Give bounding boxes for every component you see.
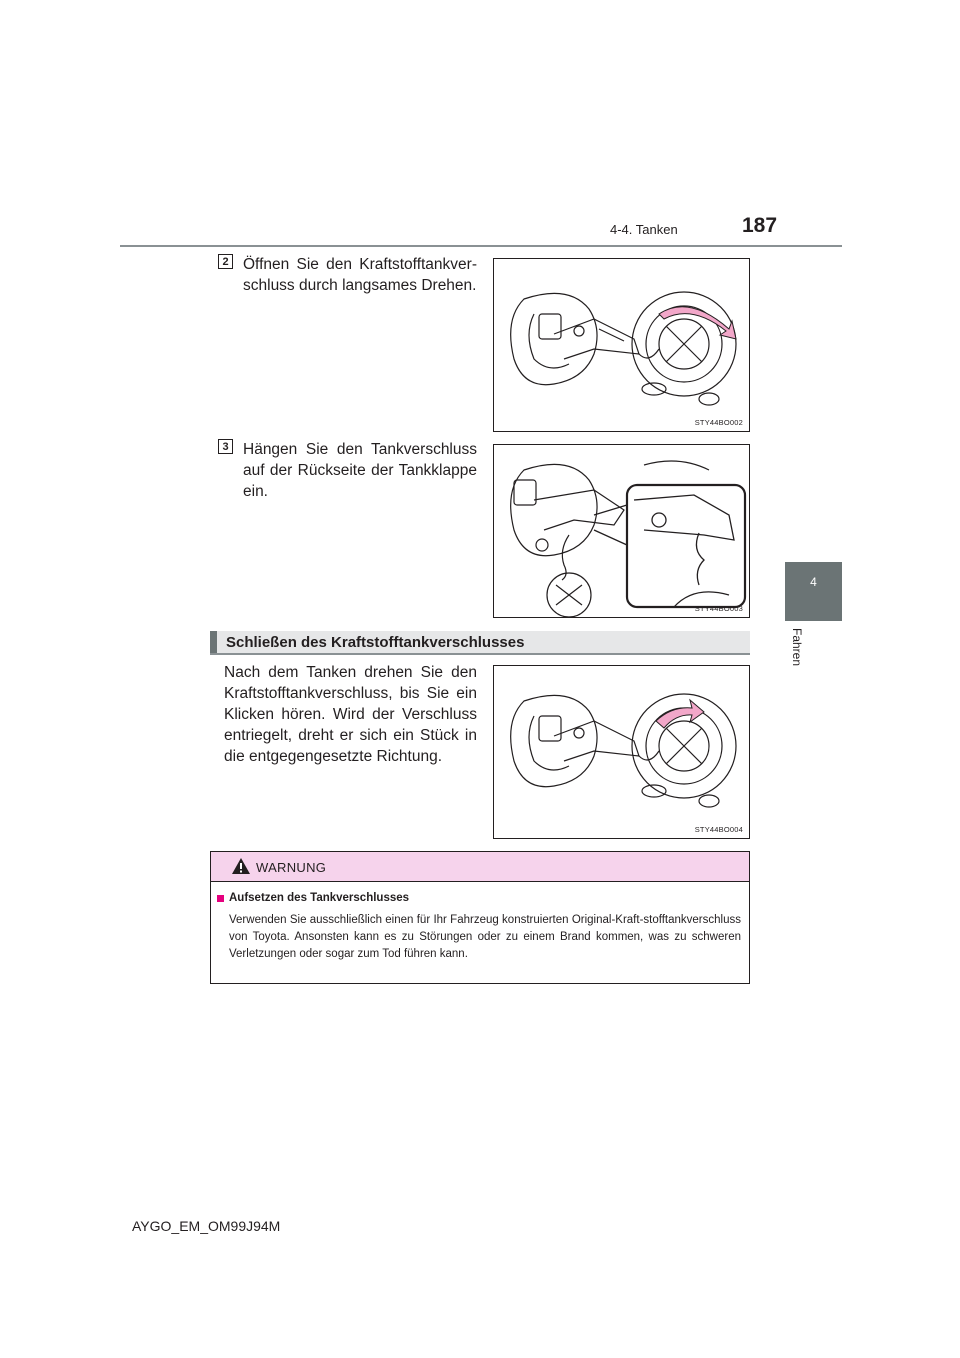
warning-bullet-icon (217, 895, 224, 902)
figure-code: STY44BO003 (694, 604, 743, 613)
step-number-box: 3 (218, 439, 233, 454)
chapter-number: 4 (810, 575, 817, 589)
page-number: 187 (742, 214, 778, 237)
section-heading-bar (210, 631, 750, 655)
header-divider (120, 245, 842, 247)
fuel-door-illustration (494, 259, 749, 431)
figure-code: STY44BO004 (694, 825, 743, 834)
figure-code: STY44BO002 (694, 418, 743, 427)
step-number-box: 2 (218, 254, 233, 269)
warning-box (210, 851, 750, 984)
figure-hang-fuel-cap (493, 444, 750, 618)
warning-subtitle: Aufsetzen des Tankverschlusses (229, 892, 410, 904)
warning-header (211, 852, 749, 882)
figure-open-fuel-cap (493, 258, 750, 432)
step-text: Hängen Sie den Tankverschluss auf der Rückseite der Tankklappe ein. (243, 441, 477, 500)
step-text: Öffnen Sie den Kraftstofftankver-schluss durch langsames Drehen. (243, 256, 477, 294)
closing-instructions: Nach dem Tanken drehen Sie den Kraftstofftankverschluss, bis Sie ein Klicken hören. Wird der Verschluss entriegelt, dreht er sich ein Stück in die entgegengesetzte Richtung. (224, 664, 477, 765)
section-title: Schließen des Kraftstofftankverschlusses (226, 634, 525, 651)
fuel-door-close-illustration (494, 666, 749, 838)
header-section-title: 4-4. Tanken (610, 222, 678, 237)
warning-text: Verwenden Sie ausschließlich einen für Ihr Fahrzeug konstruierten Original-Kraft-stofftankverschluss von Toyota. Ansonsten kann es zu Störungen oder zu einem Brand kommen, was zu schweren Verletzungen oder sogar zum Tod führen kann. (229, 914, 741, 960)
chapter-label: Fahren (790, 628, 804, 667)
warning-triangle-icon (231, 857, 251, 875)
fuel-door-hook-illustration (494, 445, 749, 617)
document-code: AYGO_EM_OM99J94M (132, 1218, 281, 1234)
chapter-tab (785, 562, 842, 621)
figure-close-fuel-cap (493, 665, 750, 839)
warning-title: WARNUNG (256, 860, 327, 875)
